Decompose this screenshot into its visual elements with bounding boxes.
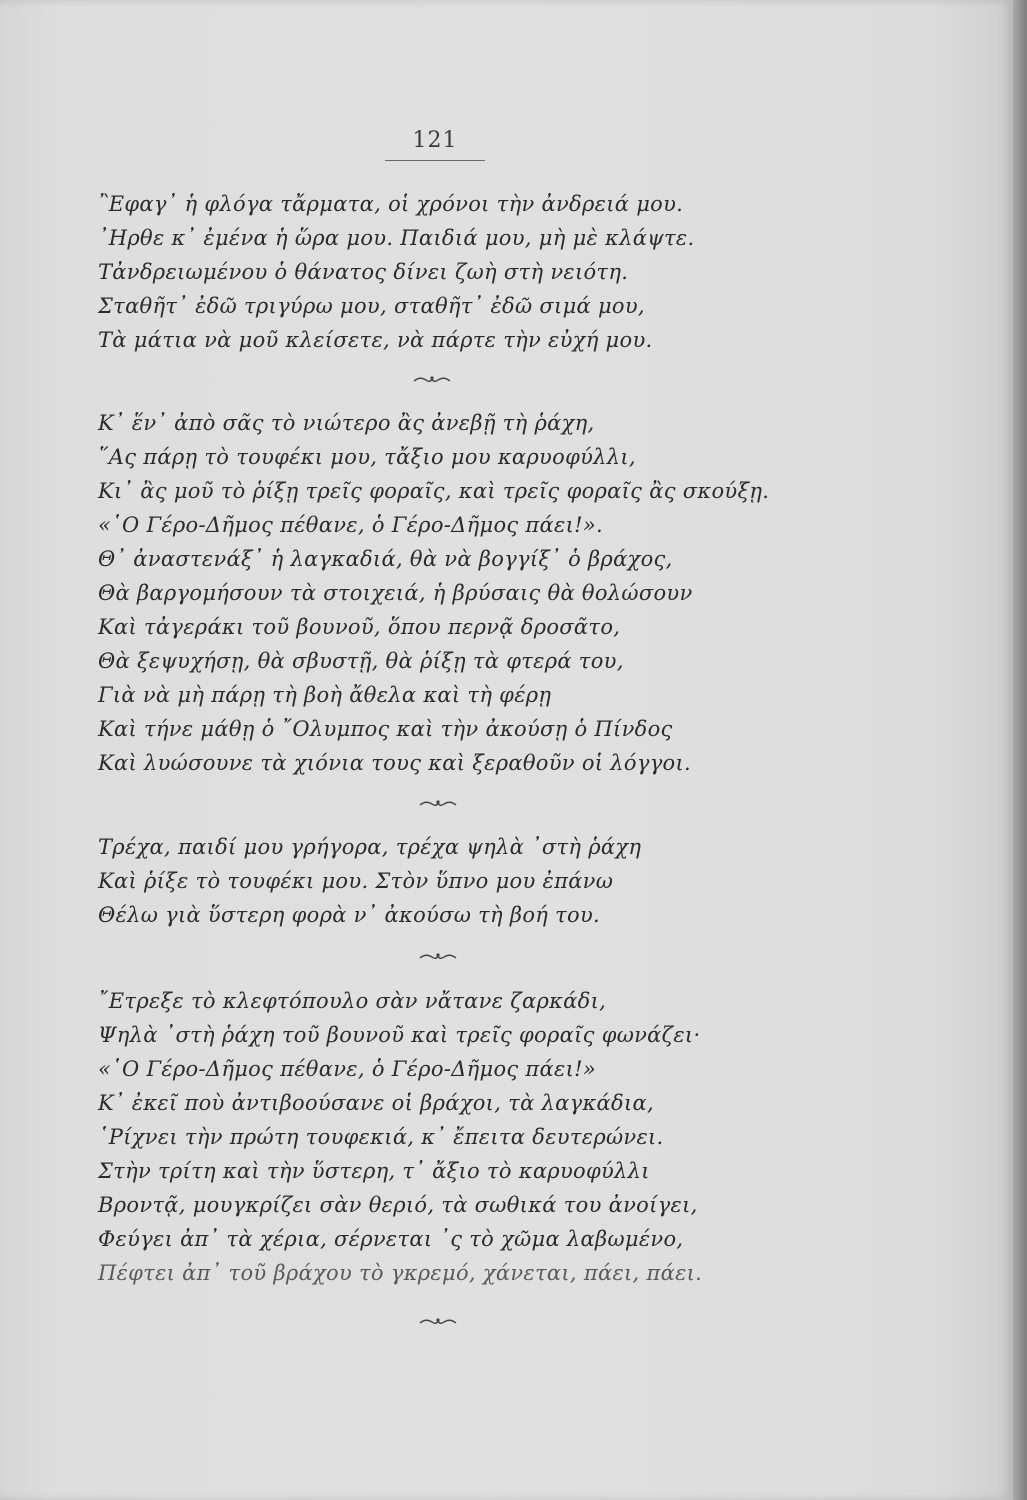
poem-line: Πέφτει ἀπ᾿ τοῦ βράχου τὸ γκρεμό, χάνεται, πάει, πάει. (98, 1261, 703, 1285)
poem-line: Θ᾿ ἀναστενάξ᾿ ἡ λαγκαδιά, θὰ νὰ βογγίξ᾿ ὁ βράχος, (98, 547, 673, 571)
page-number: 121 (412, 128, 458, 153)
poem-line: ῎Ετρεξε τὸ κλεφτόπουλο σὰν νἄτανε ζαρκάδι, (98, 989, 607, 1013)
poem-line: Βροντᾷ, μουγκρίζει σὰν θεριό, τὰ σωθικά του ἀνοίγει, (98, 1193, 698, 1217)
poem-line: Σταθῆτ᾿ ἐδῶ τριγύρω μου, σταθῆτ᾿ ἐδῶ σιμά μου, (98, 294, 645, 318)
poem-line: ᾿Ηρθε κ᾿ ἐμένα ἡ ὥρα μου. Παιδιά μου, μὴ μὲ κλάψτε. (98, 226, 695, 250)
poem-line: Καὶ τἀγεράκι τοῦ βουνοῦ, ὅπου περνᾷ δροσᾶτο, (98, 615, 621, 639)
poem-line: Καὶ λυώσουνε τὰ χιόνια τους καὶ ξεραθοῦν οἱ λόγγοι. (98, 751, 692, 775)
section-ornament (418, 950, 458, 964)
poem-line: Στὴν τρίτη καὶ τὴν ὕστερη, τ᾿ ἄξιο τὸ καρυοφύλλι (98, 1159, 650, 1183)
poem-line: Κ᾿ ἐκεῖ ποὺ ἀντιβοούσανε οἱ βράχοι, τὰ λαγκάδια, (98, 1091, 654, 1115)
poem-line: Τἀνδρειωμένου ὁ θάνατος δίνει ζωὴ στὴ νειότη. (98, 260, 629, 284)
stanza-1 (98, 187, 694, 357)
poem-line: Τὰ μάτια νὰ μοῦ κλείσετε, νὰ πάρτε τὴν εὐχή μου. (98, 328, 653, 352)
poem-line: Καὶ τήνε μάθῃ ὁ ῎Ολυμπος καὶ τὴν ἀκούσῃ ὁ Πίνδος (98, 717, 673, 741)
page-number-rule (385, 160, 485, 161)
section-ornament (412, 373, 452, 387)
poem-line: «῾Ο Γέρο-Δῆμος πέθανε, ὁ Γέρο-Δῆμος πάει!». (98, 513, 603, 537)
poem-line: Θὰ ξεψυχήσῃ, θὰ σβυστῇ, θὰ ῥίξῃ τὰ φτερά του, (98, 649, 624, 673)
poem-line: Γιὰ νὰ μὴ πάρῃ τὴ βοὴ ἄθελα καὶ τὴ φέρῃ (98, 683, 552, 707)
section-ornament (418, 1315, 458, 1329)
stanza-3 (98, 830, 641, 932)
stanza-4 (98, 984, 702, 1290)
poem-line: ῾Ρίχνει τὴν πρώτη τουφεκιά, κ᾿ ἔπειτα δευτερώνει. (98, 1125, 664, 1149)
poem-line: ῍Εφαγ᾿ ἡ φλόγα τἄρματα, οἱ χρόνοι τὴν ἀνδρειά μου. (98, 192, 684, 216)
poem-line: ῞Ας πάρῃ τὸ τουφέκι μου, τἄξιο μου καρυοφύλλι, (98, 445, 636, 469)
poem-line: Ψηλὰ ᾽στὴ ῥάχη τοῦ βουνοῦ καὶ τρεῖς φοραῖς φωνάζει· (98, 1023, 701, 1047)
poem-line: Τρέχα, παιδί μου γρήγορα, τρέχα ψηλὰ ᾽στὴ ῥάχη (98, 835, 642, 859)
poem-line: Κ᾿ ἕν᾿ ἀπὸ σᾶς τὸ νιώτερο ἂς ἀνεβῇ τὴ ῥάχη, (98, 411, 595, 435)
poem-line: Θὰ βαργομήσουν τὰ στοιχειά, ἡ βρύσαις θὰ θολώσουν (98, 581, 693, 605)
section-ornament (418, 797, 458, 811)
poem-line: Φεύγει ἀπ᾿ τὰ χέρια, σέρνεται ᾽ς τὸ χῶμα λαβωμένο, (98, 1227, 684, 1251)
poem-line: Κι᾿ ἂς μοῦ τὸ ῥίξῃ τρεῖς φοραῖς, καὶ τρεῖς φοραῖς ἂς σκούξῃ. (98, 479, 770, 503)
poem-line: Καὶ ῥίξε τὸ τουφέκι μου. Στὸν ὕπνο μου ἐπάνω (98, 869, 614, 893)
poem-line: Θέλω γιὰ ὕστερη φορὰ ν᾿ ἀκούσω τὴ βοή του. (98, 903, 601, 927)
stanza-2 (98, 406, 769, 780)
poem-line: «῾Ο Γέρο-Δῆμος πέθανε, ὁ Γέρο-Δῆμος πάει!» (98, 1057, 597, 1081)
page-edge-shadow (1013, 0, 1027, 1500)
